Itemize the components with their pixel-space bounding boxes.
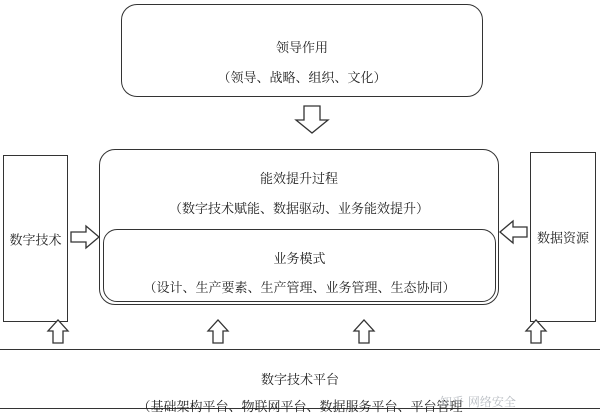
business-model-subtitle: （设计、生产要素、生产管理、业务管理、生态协同） <box>143 281 456 296</box>
arrow-up-platform-4 <box>526 320 546 343</box>
arrow-up-platform-2 <box>208 320 228 343</box>
digital-platform-title: 数字技术平台 <box>260 373 339 388</box>
process-subtitle: （数字技术赋能、数据驱动、业务能效提升） <box>168 202 429 217</box>
process-title: 能效提升过程 <box>259 172 338 187</box>
arrow-left-data-resources <box>500 221 527 243</box>
leadership-box <box>121 4 483 97</box>
data-resources-label: 数据资源 <box>536 231 589 247</box>
arrow-up-platform-1 <box>48 320 68 343</box>
arrow-up-platform-3 <box>354 320 374 343</box>
business-model-title: 业务模式 <box>273 252 326 267</box>
leadership-title: 领导作用 <box>275 41 328 56</box>
leadership-subtitle: （领导、战略、组织、文化） <box>217 71 387 86</box>
arrow-right-digital-tech <box>71 226 99 248</box>
digital-platform-subtitle: （基础架构平台、物联网平台、数据服务平台、平台管理 <box>137 400 463 415</box>
business-model-box <box>103 229 496 302</box>
digital-technology-label: 数字技术 <box>9 233 62 248</box>
data-resources-box <box>530 152 596 322</box>
digital-technology-box <box>3 155 68 322</box>
watermark: 知乎 网络安全 <box>440 395 516 409</box>
arrow-down-leadership <box>296 106 328 133</box>
